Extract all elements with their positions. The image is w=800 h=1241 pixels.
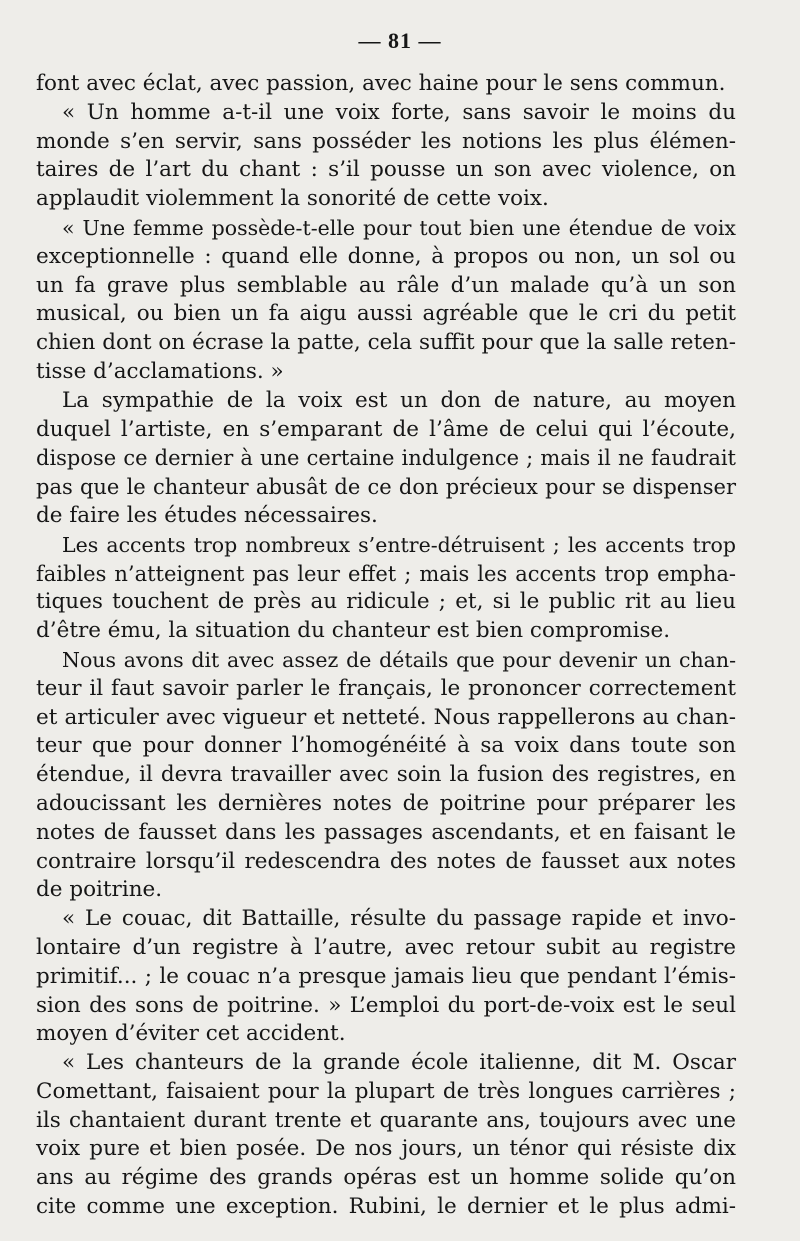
text-line: moyen d’éviter cet accident.: [36, 1021, 346, 1047]
text-line: pas que le chanteur abusât de ce don précieux pour se dispenser: [36, 475, 736, 500]
text-line: « Les chanteurs de la grande école italienne, dit M. Oscar: [62, 1050, 736, 1076]
text-line: et articuler avec vigueur et netteté. Nous rappellerons au chan-: [36, 704, 736, 730]
text-line: lontaire d’un registre à l’autre, avec retour subit au registre: [36, 934, 736, 960]
text-line: musical, ou bien un fa aigu aussi agréable que le cri du petit: [36, 301, 736, 327]
text-line: ans au régime des grands opéras est un homme solide qu’on: [36, 1165, 736, 1191]
text-line: voix pure et bien posée. De nos jours, un ténor qui résiste dix: [36, 1136, 736, 1162]
text-line: sion des sons de poitrine. » L’emploi du port-de-voix est le seul: [36, 992, 736, 1018]
text-line: duquel l’artiste, en s’emparant de l’âme de celui qui l’écoute,: [36, 416, 736, 442]
text-line: Nous avons dit avec assez de détails que pour devenir un chan-: [62, 647, 736, 672]
text-line: La sympathie de la voix est un don de nature, au moyen: [62, 387, 736, 413]
text-line: primitif... ; le couac n’a presque jamais lieu que pendant l’émis-: [36, 963, 736, 989]
text-line: dispose ce dernier à une certaine indulgence ; mais il ne faudrait: [36, 446, 736, 471]
text-line: cite comme une exception. Rubini, le dernier et le plus admi-: [36, 1194, 736, 1220]
text-line: font avec éclat, avec passion, avec haine pour le sens commun.: [36, 71, 726, 96]
text-line: « Un homme a-t-il une voix forte, sans savoir le moins du: [62, 99, 736, 125]
body-text: [36, 70, 736, 1222]
text-line: exceptionnelle : quand elle donne, à propos ou non, un sol ou: [36, 243, 736, 269]
text-line: « Une femme possède-t-elle pour tout bien une étendue de voix: [62, 215, 736, 240]
page-number: — 81 —: [358, 28, 442, 53]
text-line: de faire les études nécessaires.: [36, 502, 378, 528]
text-line: teur que pour donner l’homogénéité à sa voix dans toute son: [36, 733, 736, 759]
text-line: Les accents trop nombreux s’entre-détruisent ; les accents trop: [62, 532, 736, 557]
text-line: « Le couac, dit Battaille, résulte du passage rapide et invo-: [62, 906, 736, 932]
text-line: un fa grave plus semblable au râle d’un malade qu’à un son: [36, 272, 736, 298]
text-line: taires de l’art du chant : s’il pousse un son avec violence, on: [36, 157, 736, 183]
text-line: contraire lorsqu’il redescendra des notes de fausset aux notes: [36, 848, 736, 874]
text-line: d’être ému, la situation du chanteur est bien compromise.: [36, 618, 671, 644]
text-line: chien dont on écrase la patte, cela suffit pour que la salle reten-: [36, 330, 736, 356]
text-line: étendue, il devra travailler avec soin la fusion des registres, en: [36, 762, 736, 788]
text-line: faibles n’atteignent pas leur effet ; mais les accents trop empha-: [36, 561, 736, 586]
text-line: Comettant, faisaient pour la plupart de très longues carrières ;: [36, 1078, 736, 1104]
text-line: tisse d’acclamations. »: [36, 358, 284, 384]
text-line: monde s’en servir, sans posséder les notions les plus élémen-: [36, 128, 736, 154]
text-line: applaudit violemment la sonorité de cette voix.: [36, 186, 549, 212]
text-line: ils chantaient durant trente et quarante ans, toujours avec une: [36, 1107, 736, 1133]
text-line: adoucissant les dernières notes de poitrine pour préparer les: [36, 790, 736, 816]
text-line: notes de fausset dans les passages ascendants, et en faisant le: [36, 819, 736, 845]
text-line: teur il faut savoir parler le français, le prononcer correctement: [36, 675, 736, 701]
text-line: de poitrine.: [36, 877, 163, 903]
text-line: tiques touchent de près au ridicule ; et, si le public rit au lieu: [36, 589, 736, 615]
